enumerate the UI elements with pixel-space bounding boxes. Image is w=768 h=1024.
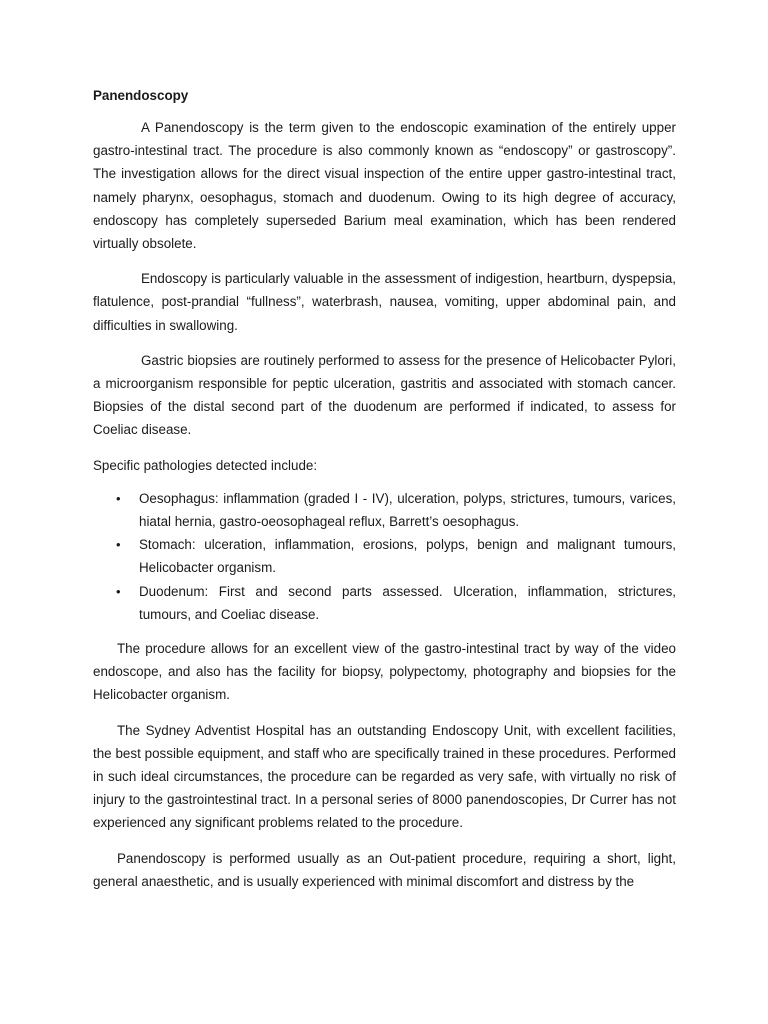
pathologies-intro: Specific pathologies detected include: [93, 457, 318, 473]
list-item-text: Oesophagus: inflammation (graded I - IV), ulceration, polyps, strictures, tumours, varices, hiatal hernia, gastro-oeosophageal reflux, Barrett’s oesophagus. [139, 490, 676, 530]
pathologies-list [93, 487, 676, 626]
paragraph-introduction: A Panendoscopy is the term given to the endoscopic examination of the entirely upper gastro-intestinal tract. The procedure is also commonly known as “endoscopy” or gastroscopy”. The investigation allows for the direct visual inspection of the entire upper gastro-intestinal tract, namely pharynx, oesophagus, stomach and duodenum. Owing to its high degree of accuracy, endoscopy has completely superseded Barium meal examination, which has been rendered virtually obsolete. [93, 120, 676, 252]
bullet-icon: • [116, 583, 121, 599]
paragraph-biopsies: Gastric biopsies are routinely performed to assess for the presence of Helicobacter Pylori, a microorganism responsible for peptic ulceration, gastritis and associated with stomach cancer. Biopsies of the distal second part of the duodenum are performed if indicated, to assess for Coeliac disease. [93, 352, 676, 438]
bullet-icon: • [116, 490, 121, 506]
list-item-text: Stomach: ulceration, inflammation, erosions, polyps, benign and malignant tumours, Helicobacter organism. [139, 537, 676, 576]
list-item-duodenum [93, 580, 676, 626]
list-item-oesophagus [93, 487, 676, 533]
list-item-stomach [93, 533, 676, 579]
list-item-text: Duodenum: First and second parts assessed. Ulceration, inflammation, strictures, tumours, and Coeliac disease. [139, 583, 676, 622]
paragraph-indications: Endoscopy is particularly valuable in the assessment of indigestion, heartburn, dyspepsia, flatulence, post-prandial “fullness”, waterbrash, nausea, vomiting, upper abdominal pain, and difficulties in swallowing. [93, 271, 676, 333]
paragraph-video-endoscope: The procedure allows for an excellent view of the gastro-intestinal tract by way of the video endoscope, and also has the facility for biopsy, polypectomy, photography and biopsies for the Helicobacter organism. [93, 641, 676, 703]
paragraph-endoscopy-unit: The Sydney Adventist Hospital has an outstanding Endoscopy Unit, with excellent facilities, the best possible equipment, and staff who are specifically trained in these procedures. Performed in such ideal circumstances, the procedure can be regarded as very safe, with virtually no risk of injury to the gastrointestinal tract. In a personal series of 8000 panendoscopies, Dr Currer has not experienced any significant problems related to the procedure. [93, 722, 676, 831]
document-title: Panendoscopy [93, 88, 189, 103]
paragraph-outpatient: Panendoscopy is performed usually as an Out-patient procedure, requiring a short, light, general anaesthetic, and is usually experienced with minimal discomfort and distress by the [93, 850, 676, 889]
bullet-icon: • [116, 537, 121, 553]
